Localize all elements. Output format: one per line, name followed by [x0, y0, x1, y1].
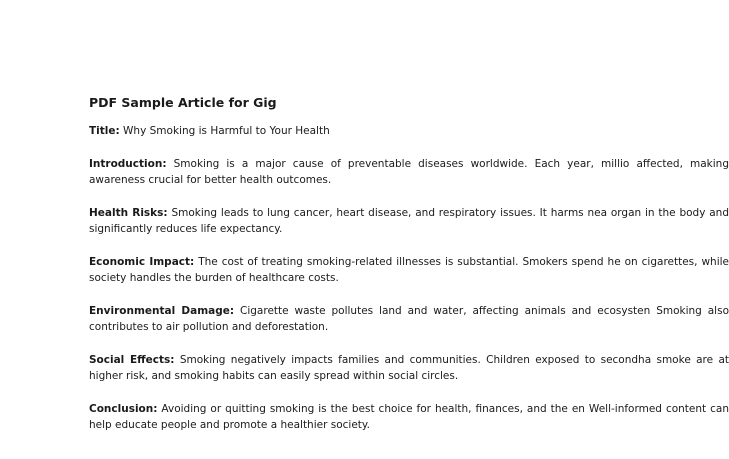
section-label: Health Risks:: [89, 206, 168, 219]
section-text: Smoking negatively impacts families and communities. Children exposed to secondha smoke are at higher risk, and smoking habits can easily spread within social circles.: [89, 353, 729, 382]
document-heading: PDF Sample Article for Gig: [89, 95, 277, 110]
section-environmental-damage: [89, 303, 729, 336]
section-health-risks: [89, 205, 729, 238]
title-label: Title:: [89, 125, 120, 137]
title-value: Why Smoking is Harmful to Your Health: [123, 125, 330, 137]
section-label: Social Effects:: [89, 353, 175, 366]
section-label: Environmental Damage:: [89, 304, 235, 317]
section-social-effects: [89, 352, 729, 385]
section-conclusion: [89, 401, 729, 434]
section-text: Avoiding or quitting smoking is the best choice for health, finances, and the en Well-informed content can help educate people and promote a healthier society.: [89, 402, 729, 431]
section-text: Cigarette waste pollutes land and water, affecting animals and ecosysten Smoking also contributes to air pollution and deforestation.: [89, 304, 729, 333]
section-text: The cost of treating smoking-related illnesses is substantial. Smokers spend he on cigarettes, while society handles the burden of healthcare costs.: [89, 255, 729, 284]
section-economic-impact: [89, 254, 729, 287]
article-title-line: [89, 123, 729, 140]
section-text: Smoking leads to lung cancer, heart disease, and respiratory issues. It harms nea organ in the body and significantly reduces life expectancy.: [89, 206, 729, 235]
section-introduction: [89, 156, 729, 189]
section-label: Conclusion:: [89, 402, 158, 415]
section-label: Economic Impact:: [89, 255, 195, 268]
section-text: Smoking is a major cause of preventable diseases worldwide. Each year, millio affected, making awareness crucial for better health outcomes.: [89, 157, 729, 186]
section-label: Introduction:: [89, 157, 167, 170]
article-body: [89, 95, 729, 450]
